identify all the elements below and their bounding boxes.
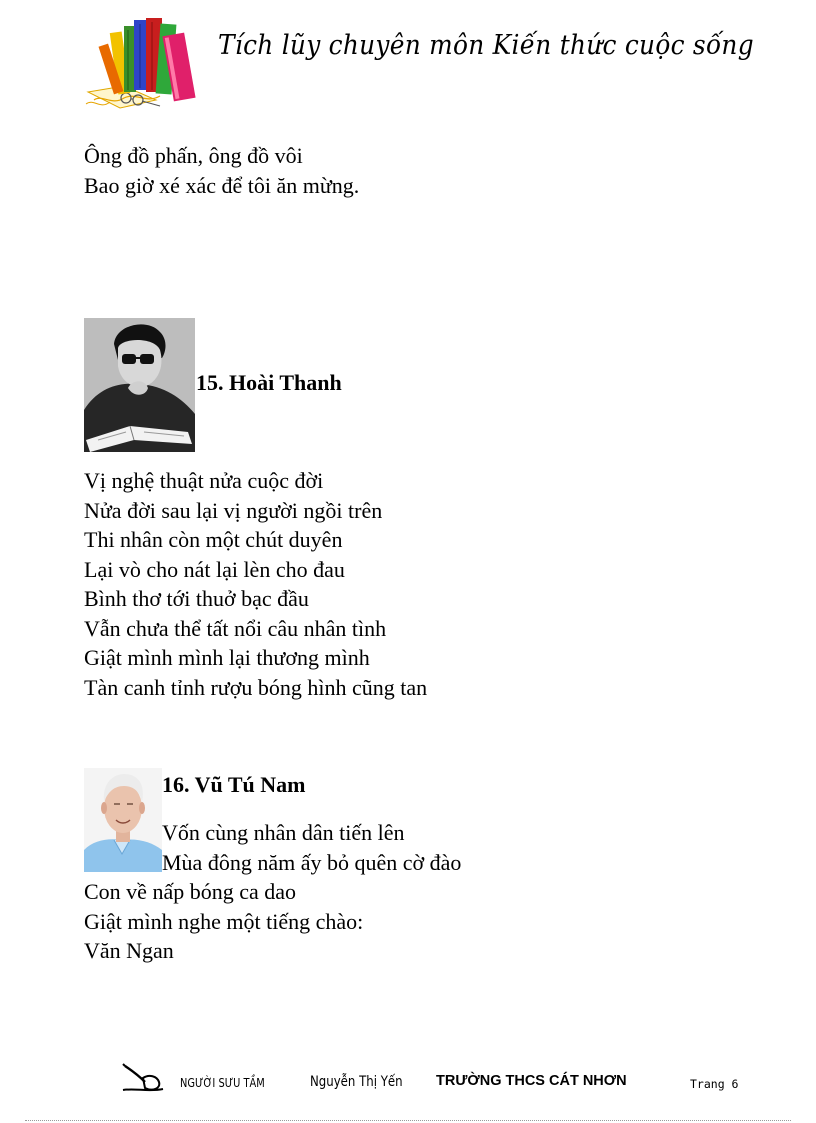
portrait-vu-tu-nam	[84, 768, 162, 872]
poem-line: Văn Ngan	[84, 938, 174, 963]
intro-poem	[84, 141, 359, 200]
books-icon	[84, 14, 206, 112]
poem-line: Nửa đời sau lại vị người ngồi trên	[84, 497, 383, 523]
poem-line: Ông đồ phấn, ông đồ vôi	[84, 143, 303, 168]
poem-line: Con về nấp bóng ca dao	[84, 879, 296, 904]
poem-line: Mùa đông năm ấy bỏ quên cờ đào	[162, 849, 462, 875]
poem-line: Bao giờ xé xác để tôi ăn mừng.	[84, 172, 360, 198]
poem-line: Tàn canh tỉnh rượu bóng hình cũng tan	[84, 674, 428, 700]
poem-line: Vốn cùng nhân dân tiến lên	[162, 820, 405, 845]
footer-collector-name: Nguyễn Thị Yến	[310, 1074, 403, 1090]
poem-line: Vị nghệ thuật nửa cuộc đời	[84, 468, 324, 493]
poem-line: Lại vò cho nát lại lèn cho đau	[84, 556, 345, 582]
footer-school: TRƯỜNG THCS CÁT NHƠN	[436, 1073, 627, 1089]
section-16-poem-bottom	[84, 877, 363, 966]
section-16-poem-top	[162, 818, 461, 877]
poem-line: Bình thơ tới thuở bạc đầu	[84, 586, 309, 611]
poem-line: Vẫn chưa thể tất nổi câu nhân tình	[84, 615, 387, 641]
poem-line: Thi nhân còn một chút duyên	[84, 527, 343, 552]
poem-line: Giật mình nghe một tiếng chào:	[84, 908, 364, 934]
footer-dotted-rule	[25, 1120, 791, 1121]
footer-page-number: Trang 6	[690, 1077, 739, 1091]
header-title: Tích lũy chuyên môn Kiến thức cuộc sống	[218, 30, 754, 61]
section-16-heading: 16. Vũ Tú Nam	[162, 772, 306, 797]
pen-writing-icon	[121, 1062, 165, 1094]
section-15-heading: 15. Hoài Thanh	[196, 370, 342, 395]
footer-collector-label: NGƯỜI SƯU TẦM	[180, 1076, 265, 1090]
portrait-hoai-thanh	[84, 318, 195, 452]
poem-line: Giật mình mình lại thương mình	[84, 645, 370, 670]
section-15-poem	[84, 466, 427, 702]
